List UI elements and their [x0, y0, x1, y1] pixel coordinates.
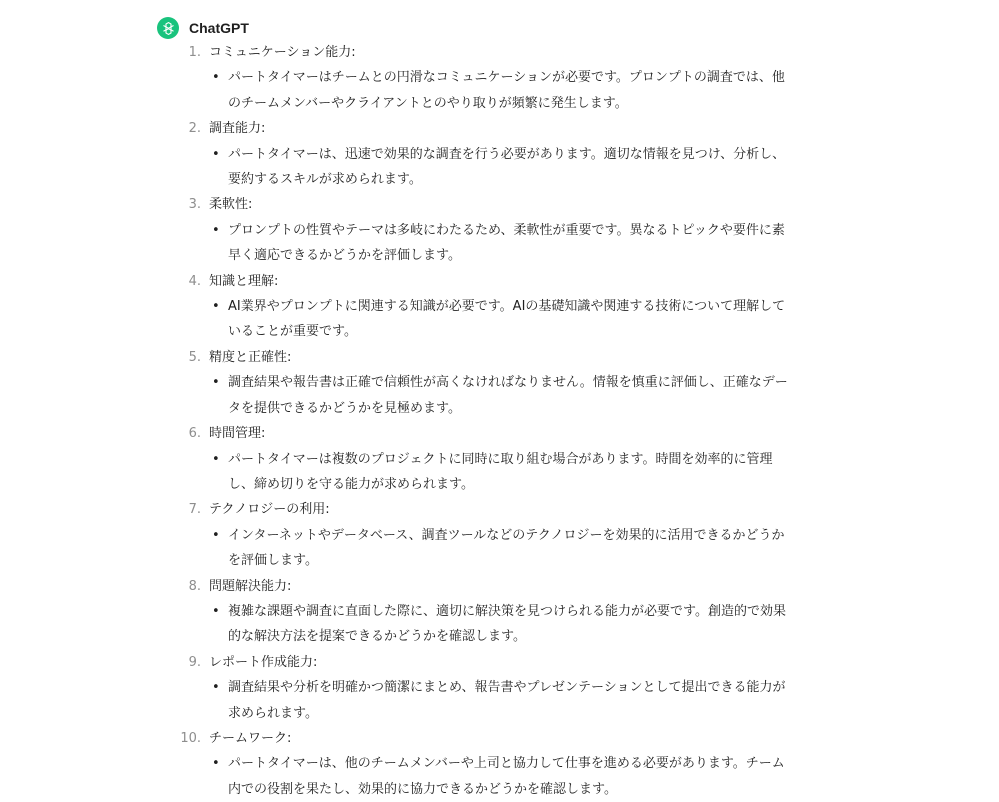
item-title: テクノロジーの利用:	[209, 502, 330, 518]
list-item	[157, 726, 857, 802]
bullet-point	[157, 294, 788, 345]
item-title: 調査能力:	[209, 121, 266, 137]
message-header	[157, 16, 857, 40]
bullet-icon: •	[212, 70, 220, 86]
item-title: 精度と正確性:	[209, 349, 292, 365]
bullet-text: パートタイマーはチームとの円滑なコミュニケーションが必要です。プロンプトの調査では、他のチームメンバーやクライアントとのやり取りが頻繁に発生します。	[228, 70, 785, 111]
list-item	[157, 116, 857, 192]
bullet-point	[157, 65, 788, 116]
bullet-point	[157, 447, 788, 498]
item-title: チームワーク:	[209, 730, 292, 746]
item-number: 8.	[188, 578, 201, 594]
item-number: 1.	[188, 45, 201, 60]
item-number: 7.	[188, 502, 201, 518]
bullet-text: インターネットやデータベース、調査ツールなどのテクノロジーを効果的に活用できるかどうかを評価します。	[228, 527, 785, 569]
bullet-icon: •	[212, 299, 220, 315]
item-title: 柔軟性:	[209, 197, 253, 213]
bullet-icon: •	[212, 146, 220, 162]
item-title: 問題解決能力:	[209, 578, 292, 594]
bullet-text: 調査結果や報告書は正確で信頼性が高くなければなりません。情報を慎重に評価し、正確なデータを提供できるかどうかを見極めます。	[228, 375, 788, 416]
bullet-icon: •	[212, 756, 220, 772]
item-number: 5.	[188, 349, 201, 365]
list-item	[157, 192, 857, 268]
bullet-point	[157, 523, 788, 574]
bullet-icon: •	[212, 375, 220, 391]
item-number: 9.	[188, 654, 201, 670]
numbered-list	[157, 40, 857, 802]
list-item	[157, 497, 857, 573]
list-item	[157, 269, 857, 345]
bullet-point	[157, 218, 788, 269]
item-number: 4.	[188, 273, 201, 289]
item-title: 知識と理解:	[209, 273, 279, 289]
bullet-text: パートタイマーは、迅速で効果的な調査を行う必要があります。適切な情報を見つけ、分析し、要約するスキルが求められます。	[228, 146, 786, 188]
bullet-icon: •	[212, 527, 220, 543]
item-number: 2.	[188, 121, 201, 137]
bullet-text: プロンプトの性質やテーマは多岐にわたるため、柔軟性が重要です。異なるトピックや要件に素早く適応できるかどうかを評価します。	[228, 222, 785, 264]
bullet-icon: •	[212, 222, 220, 238]
bullet-point	[157, 142, 788, 193]
bullet-point	[157, 370, 788, 421]
bullet-text: パートタイマーは複数のプロジェクトに同時に取り組む場合があります。時間を効率的に管理し、締め切りを守る能力が求められます。	[228, 451, 773, 492]
bullet-text: パートタイマーは、他のチームメンバーや上司と協力して仕事を進める必要があります。チーム内での役割を果たし、効果的に協力できるかどうかを確認します。	[228, 756, 785, 797]
list-item	[157, 421, 857, 497]
bullet-point	[157, 675, 788, 726]
list-item	[157, 40, 857, 116]
bullet-icon: •	[212, 603, 220, 619]
item-number: 3.	[188, 197, 201, 213]
item-number: 6.	[188, 426, 201, 442]
bullet-text: 複雑な課題や調査に直面した際に、適切に解決策を見つけられる能力が必要です。創造的で効果的な解決方法を提案できるかどうかを確認します。	[228, 603, 786, 645]
author-name: ChatGPT	[189, 20, 249, 36]
list-item	[157, 345, 857, 421]
bullet-icon: •	[212, 680, 220, 696]
item-title: 時間管理:	[209, 426, 266, 442]
item-number: 10.	[180, 730, 201, 746]
bullet-point	[157, 751, 788, 802]
list-item	[157, 574, 857, 650]
list-item	[157, 650, 857, 726]
bullet-text: AI業界やプロンプトに関連する知識が必要です。AIの基礎知識や関連する技術について理解していることが重要です。	[228, 299, 786, 340]
bullet-text: 調査結果や分析を明確かつ簡潔にまとめ、報告書やプレゼンテーションとして提出できる能力が求められます。	[228, 680, 786, 721]
bullet-icon: •	[212, 451, 220, 467]
item-title: レポート作成能力:	[209, 654, 318, 670]
assistant-message	[157, 16, 857, 802]
openai-logo-icon	[157, 17, 179, 39]
item-title: コミュニケーション能力:	[209, 45, 356, 60]
bullet-point	[157, 599, 788, 650]
